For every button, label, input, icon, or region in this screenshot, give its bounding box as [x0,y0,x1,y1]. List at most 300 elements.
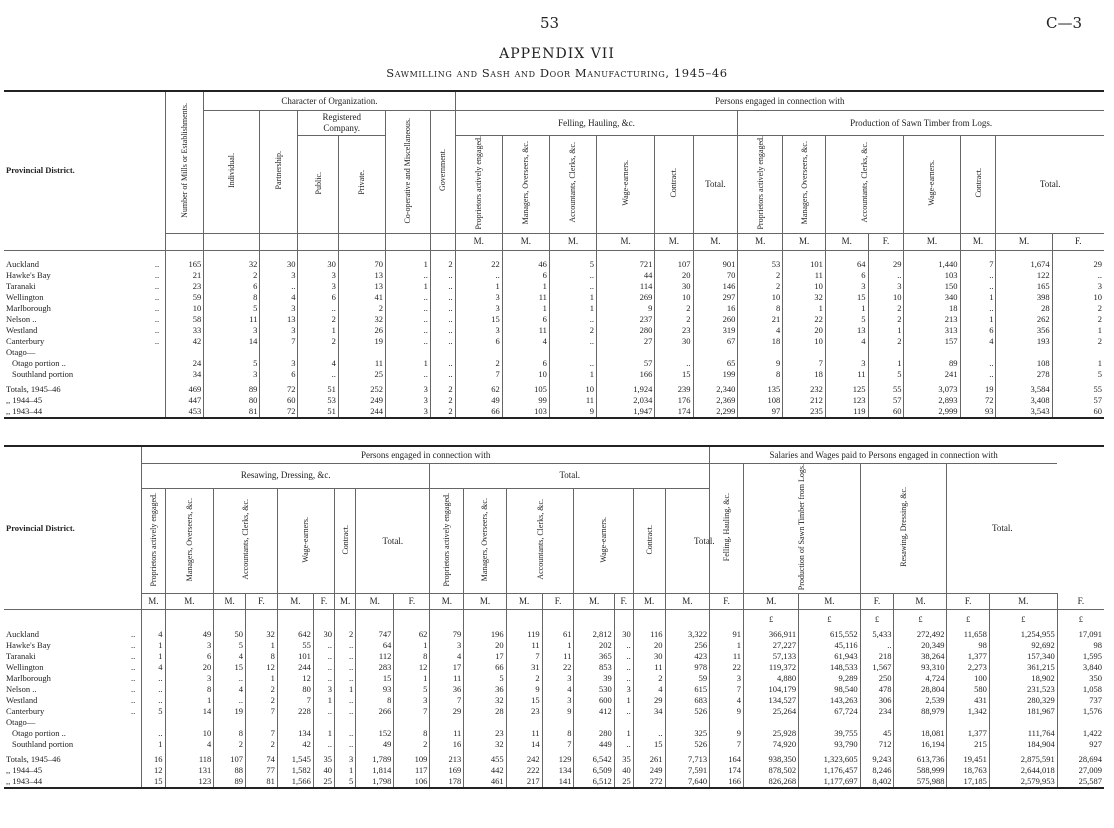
partnership-header: Partnership. [274,151,284,190]
table-cell: 30 [298,255,338,270]
district-label: Canterbury [6,335,45,346]
table-cell [597,347,655,358]
total-s-header: Total. [992,523,1013,534]
table-row [4,662,1104,673]
district-name [4,728,142,739]
pound-sign: £ [894,614,947,625]
table-cell: 449 [574,739,614,750]
table-cell: 4 [633,684,665,695]
table-cell: 7 [506,651,542,662]
table-cell: 7 [246,706,278,717]
table-cell: 3 [260,270,298,281]
table-cell: 313 [904,325,960,336]
table-cell: 17,185 [947,776,989,788]
table-cell: 18,902 [989,673,1057,684]
table-cell: 3,408 [996,395,1052,406]
table-cell: 853 [574,662,614,673]
table-cell: 256 [665,640,710,651]
table-cell: 2 [738,281,783,292]
m-header: M. [356,594,394,610]
table-cell: 17 [464,651,506,662]
table-cell: 1 [335,765,356,776]
table-cell: 2 [655,303,693,314]
table-cell: 11 [502,325,549,336]
table-row [4,651,1104,662]
table-cell: .. [614,662,633,673]
table-cell: 575,988 [894,776,947,788]
table-cell: 129 [542,754,574,765]
table-cell: 15 [214,662,246,673]
table-cell: 9 [549,406,596,418]
table-cell: 15 [142,776,165,788]
table-cell: 6 [960,325,996,336]
table-cell: 7 [260,336,298,347]
table-row [4,292,1104,303]
table-cell: 3 [455,325,502,336]
table-cell [386,347,431,358]
table-cell: 81 [204,406,260,418]
table-cell: .. [455,270,502,281]
table-cell: 33 [166,325,204,336]
table-cell: 79 [430,625,464,640]
table-cell: 3 [825,358,868,369]
table-cell: 8 [394,728,430,739]
table-cell: 4 [502,336,549,347]
table-cell [204,347,260,358]
currency-row [4,614,1104,625]
table-cell [744,717,799,728]
table-cell: 213 [430,754,464,765]
wage-header-3: Wage-earners. [599,516,609,563]
table-cell: 2,299 [693,406,738,418]
table-cell: 325 [665,728,710,739]
district-label: Southland portion [12,739,74,750]
table-cell: 70 [338,255,385,270]
managers-header: Managers, Overseers, &c. [521,141,531,225]
persons-header: Persons engaged in connection with [715,95,845,106]
table-cell: .. [549,358,596,369]
table-cell: 615 [665,684,710,695]
table-cell: .. [260,281,298,292]
table-cell: 8 [165,684,214,695]
district-name [4,314,166,325]
m-header: M. [214,594,246,610]
table-cell: 1 [313,728,334,739]
table-cell: 108 [996,358,1052,369]
table-cell: 5 [204,303,260,314]
table-cell: 3 [455,303,502,314]
m-header: M. [693,233,738,250]
table-cell: 6 [825,270,868,281]
table-cell: 39 [574,673,614,684]
table-cell: 7 [710,739,744,750]
table-cell: 3 [313,684,334,695]
table-cell: 3 [710,673,744,684]
table-cell: 117 [394,765,430,776]
table-cell: 278 [996,369,1052,380]
table-cell: 72 [260,384,298,395]
table-cell: 1,422 [1057,728,1104,739]
district-label: Wellington [6,291,44,302]
table-cell: 2 [335,625,356,640]
table-cell: 455 [464,754,506,765]
table-cell: 1 [614,728,633,739]
table-cell: 4 [214,651,246,662]
page-number: 53 [540,14,560,32]
table-cell: .. [633,728,665,739]
table-cell: 42 [166,336,204,347]
table-row [4,673,1104,684]
table-row [4,695,1104,706]
table-cell: 152 [356,728,394,739]
table-cell: 13 [338,270,385,281]
table-cell: .. [142,728,165,739]
table-cell: 20 [655,270,693,281]
table-cell: 107 [655,255,693,270]
table-cell: 6,512 [574,776,614,788]
production-header-2: Production of Sawn Timber from Logs. [797,464,807,591]
table-cell [710,717,744,728]
table-cell: .. [430,292,455,303]
registered-header: Registered Company. [322,112,361,133]
table-cell: 1,674 [996,255,1052,270]
table-cell: 2 [246,739,278,750]
table-cell: 41 [338,292,385,303]
table-cell: 615,552 [799,625,860,640]
table-cell: 2,034 [597,395,655,406]
table-cell: 108 [738,395,783,406]
table-cell: 7 [960,255,996,270]
table-cell: 5 [868,369,904,380]
table-cell: 59 [665,673,710,684]
table-row [4,625,1104,640]
table-cell: 106 [394,776,430,788]
table-cell: 978 [665,662,710,673]
table-cell: 14 [506,739,542,750]
f-header: F. [860,594,894,610]
total-group-header: Total. [559,470,581,481]
table-cell: 244 [338,406,385,418]
table-cell: 8 [356,695,394,706]
table-cell [825,347,868,358]
table-cell: 747 [356,625,394,640]
district-label: Otago portion .. [12,357,66,368]
table-cell: 111,764 [989,728,1057,739]
table-cell: 30 [614,625,633,640]
table-cell: 10 [502,369,549,380]
proprietors-header: Proprietors actively engaged. [474,136,484,230]
table-cell: .. [960,369,996,380]
table-cell: 6 [204,281,260,292]
m-header: M. [502,233,549,250]
district-label: Hawke's Bay [6,269,51,280]
table-cell: 32 [464,695,506,706]
district-name [4,270,166,281]
table-cell: 122 [996,270,1052,281]
table-cell: 46 [502,255,549,270]
character-header: Character of Organization. [281,95,378,106]
table-cell: 20,349 [894,640,947,651]
table-cell: 5 [464,673,506,684]
table-cell: .. [614,673,633,684]
table-cell [989,717,1057,728]
coop-header: Co-operative and Miscellaneous. [403,117,413,224]
table-cell: 613,736 [894,754,947,765]
table-cell: 30 [313,625,334,640]
table-cell: 17 [430,662,464,673]
f-header: F. [1052,233,1104,250]
table-cell: 60 [868,406,904,418]
pound-sign: £ [744,614,799,625]
table-cell [894,717,947,728]
table-row [4,255,1104,270]
table-cell: 927 [1057,739,1104,750]
table-cell: 3 [386,406,431,418]
table-cell [860,717,894,728]
table-cell: .. [313,673,334,684]
table-cell: 266 [356,706,394,717]
table-cell: 27 [597,336,655,347]
table-cell: 11 [542,651,574,662]
f-header: F. [394,594,430,610]
table-cell [335,717,356,728]
table-cell: 199 [693,369,738,380]
table-cell: 27,009 [1057,765,1104,776]
table-cell: 4 [214,684,246,695]
table-cell: 91 [710,625,744,640]
table-cell: .. [960,358,996,369]
table-cell: 25 [338,369,385,380]
table-cell: 4 [142,625,165,640]
table-cell: 93,790 [799,739,860,750]
table-cell: .. [614,706,633,717]
table-cell: 9 [710,706,744,717]
table-cell: 2 [394,739,430,750]
table-cell: 89 [214,776,246,788]
contract-header: Contract. [973,167,983,198]
table-cell: 19,451 [947,754,989,765]
pound-sign: £ [989,614,1057,625]
table-cell: 2,340 [693,384,738,395]
table-cell: 116 [633,625,665,640]
table-cell: 366,911 [744,625,799,640]
table-cell: .. [335,640,356,651]
table-cell [996,347,1052,358]
table-cell: 7,713 [665,754,710,765]
table-cell: 134,527 [744,695,799,706]
table-cell: 166 [710,776,744,788]
table-cell: 215 [947,739,989,750]
table-cell: 20 [633,640,665,651]
table-cell: 1 [614,695,633,706]
table-cell: 72 [960,395,996,406]
wage-header-2: Wage-earners. [301,516,311,563]
table-cell: 107 [214,754,246,765]
table-cell: 1 [455,281,502,292]
table-cell [614,717,633,728]
table-cell: 8 [542,728,574,739]
table-cell: 469 [166,384,204,395]
table-cell: .. [614,651,633,662]
total-header: Total. [1039,178,1061,189]
table-cell: .. [335,695,356,706]
table-cell: 356 [996,325,1052,336]
table-cell: 4 [542,684,574,695]
district-name [4,662,142,673]
table-cell: 3 [825,281,868,292]
resawing-header: Resawing, Dressing, &c. [240,470,331,481]
table-cell: 3 [542,673,574,684]
table-cell: 181,967 [989,706,1057,717]
district-name [4,325,166,336]
table-cell: 31 [506,662,542,673]
table-cell: 442 [464,765,506,776]
table-cell: 53 [738,255,783,270]
table-cell: 10 [738,292,783,303]
table-cell: 39,755 [799,728,860,739]
table-cell: 19 [338,336,385,347]
table-cell: 6 [298,292,338,303]
table-cell: .. [214,695,246,706]
table-cell: 101 [277,651,313,662]
table-cell: 242 [506,754,542,765]
table-cell: 6,542 [574,754,614,765]
table-cell: 53 [298,395,338,406]
table-cell: .. [614,640,633,651]
table-cell: 1,582 [277,765,313,776]
district-label: Taranaki [6,651,36,662]
table-cell: 1 [165,695,214,706]
table-cell: 252 [338,384,385,395]
m-header: M. [744,594,799,610]
table-cell: 105 [502,384,549,395]
table-cell: 9 [597,303,655,314]
table-cell: 2 [868,336,904,347]
table-cell: 49 [356,739,394,750]
table-cell [430,717,464,728]
proprietors-header-2: Proprietors actively engaged. [148,492,158,587]
leader-dots: .. [154,258,160,269]
table-cell: 1 [394,673,430,684]
table-cell [738,347,783,358]
table-cell: .. [430,281,455,292]
table-cell: 1 [394,640,430,651]
table-cell: 40 [614,765,633,776]
district-name [4,292,166,303]
m-header: M. [655,233,693,250]
m-header: M. [904,233,960,250]
table-cell: 18 [783,369,826,380]
table-cell: 6 [502,270,549,281]
district-label: Nelson .. [6,684,37,695]
table-cell: 23 [506,706,542,717]
table-cell: 11 [430,728,464,739]
table-cell: 20 [783,325,826,336]
table-cell: 580 [947,684,989,695]
table-row [4,395,1104,406]
district-label: ,, 1944–45 [6,765,43,776]
table-cell: 1,342 [947,706,989,717]
table-cell: 11 [338,358,385,369]
table-cell: 2 [246,684,278,695]
leader-dots: .. [154,302,160,313]
table-cell: 202 [574,640,614,651]
contract-header: Contract. [669,167,679,198]
table-cell: 174 [655,406,693,418]
table-cell: 11 [506,728,542,739]
table-cell [502,347,549,358]
table-cell: 878,502 [744,765,799,776]
m-header: M. [277,594,313,610]
table-cell: 2,875,591 [989,754,1057,765]
persons-wages-table [4,445,1104,789]
table-cell: 3 [298,270,338,281]
table-cell: 7 [277,695,313,706]
table-cell: 114 [597,281,655,292]
table-cell: 74,920 [744,739,799,750]
table-cell [549,347,596,358]
table-cell: 306 [860,695,894,706]
table-cell: 262 [996,314,1052,325]
table-cell: 57 [597,358,655,369]
table-cell: 15 [455,314,502,325]
table-cell: 62 [394,625,430,640]
table-cell: 4 [710,695,744,706]
table-cell: .. [430,369,455,380]
accountants-header: Accountants, Clerks, &c. [568,142,578,224]
table-cell [142,717,165,728]
table-cell: 1,814 [356,765,394,776]
table-cell [356,717,394,728]
table-cell: 1,377 [947,728,989,739]
table-cell: 2 [298,314,338,325]
district-name [4,754,142,765]
table-cell: 213 [904,314,960,325]
table-cell: 8 [246,651,278,662]
leader-dots: .. [130,706,136,717]
table-cell: 461 [464,776,506,788]
table-row [4,406,1104,418]
table-cell [246,717,278,728]
table-cell: 2 [430,384,455,395]
table-cell: 4,724 [894,673,947,684]
table-cell: 13 [260,314,298,325]
m-header: M. [799,594,860,610]
table-cell [260,347,298,358]
table-cell: 2 [506,673,542,684]
district-label: Wellington [6,662,44,673]
table-cell: 4,880 [744,673,799,684]
table-cell: 67 [693,336,738,347]
table-cell: 8,246 [860,765,894,776]
table-cell: 74 [246,754,278,765]
table-cell: 8 [738,369,783,380]
table-cell: 423 [665,651,710,662]
table-cell: 530 [574,684,614,695]
table-cell: 27,227 [744,640,799,651]
table-cell: 217 [506,776,542,788]
table-cell: 22 [542,662,574,673]
table-cell: .. [960,270,996,281]
district-name [4,303,166,314]
table-cell: 9 [542,706,574,717]
table-cell: .. [313,662,334,673]
table-cell: 10 [655,292,693,303]
table-cell: 234 [860,706,894,717]
table-cell: .. [614,739,633,750]
district-label: Taranaki [6,280,36,291]
table-cell: 2 [204,270,260,281]
